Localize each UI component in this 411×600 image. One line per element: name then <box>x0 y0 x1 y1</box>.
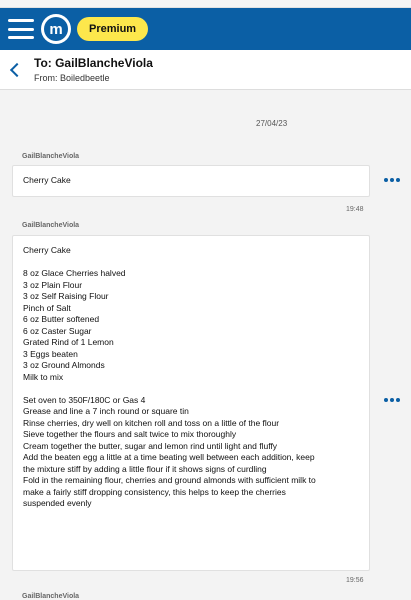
more-options-icon[interactable] <box>384 398 400 402</box>
message-line: Milk to mix <box>23 371 64 382</box>
top-status-strip <box>0 0 411 8</box>
message-sender: GailBlancheViola <box>22 222 80 229</box>
message-line: 6 oz Butter softened <box>23 314 100 324</box>
message-line: Pinch of Salt <box>23 302 71 313</box>
message-line: 8 oz Glace Cherries halved <box>23 268 126 278</box>
message-thread[interactable] <box>0 110 411 600</box>
sender-subtitle: From: Boiledbeetle <box>34 73 110 83</box>
message-line: Rinse cherries, dry well on kitchen roll and toss on a little of the flour <box>23 417 280 428</box>
message-line: 3 oz Plain Flour <box>23 279 83 290</box>
message-line: 3 oz Ground Almonds <box>23 360 105 370</box>
message-line: Cherry Cake <box>23 245 71 255</box>
more-options-icon[interactable] <box>384 178 400 182</box>
message-bubble[interactable] <box>12 165 370 197</box>
message-bubble[interactable] <box>12 235 370 571</box>
message-line: Grease and line a 7 inch round or square tin <box>23 406 189 416</box>
message-line: the mixture stiff by adding a little flour if it shows signs of curdling <box>23 463 267 474</box>
message-time: 19:48 <box>346 206 364 213</box>
message-time: 19:56 <box>346 577 364 584</box>
message-line: 6 oz Caster Sugar <box>23 325 92 336</box>
message-line: make a fairly stiff dropping consistency, this helps to keep the cherries <box>23 486 286 497</box>
back-chevron-icon[interactable] <box>10 62 24 76</box>
message-line: Set oven to 350F/180C or Gas 4 <box>23 394 146 405</box>
message-line: Sieve together the flours and salt twice to mix thoroughly <box>23 429 237 439</box>
message-blank-line <box>23 383 359 395</box>
message-line: Add the beaten egg a little at a time beating well between each addition, keep <box>23 452 315 462</box>
premium-button[interactable]: Premium <box>77 17 148 41</box>
app-bar <box>0 8 411 50</box>
date-divider: 27/04/23 <box>256 119 288 128</box>
app-logo[interactable] <box>41 14 71 44</box>
message-line: Cream together the butter, sugar and lemon rind until light and fluffy <box>23 440 278 451</box>
message-line: Fold in the remaining flour, cherries and ground almonds with sufficient milk to <box>23 475 316 485</box>
menu-icon[interactable] <box>8 19 34 39</box>
message-blank-line <box>23 257 359 269</box>
message-sender: GailBlancheViola <box>22 593 80 600</box>
conversation-header <box>0 50 411 90</box>
header-text <box>34 56 153 83</box>
recipient-title: To: GailBlancheViola <box>34 56 153 70</box>
message-line: 3 Eggs beaten <box>23 348 78 359</box>
message-sender: GailBlancheViola <box>22 153 80 160</box>
logo-letter: m <box>44 17 68 41</box>
message-line: Cherry Cake <box>23 175 71 185</box>
message-line: 3 oz Self Raising Flour <box>23 291 109 301</box>
message-line: suspended evenly <box>23 498 92 508</box>
message-line: Grated Rind of 1 Lemon <box>23 337 114 347</box>
